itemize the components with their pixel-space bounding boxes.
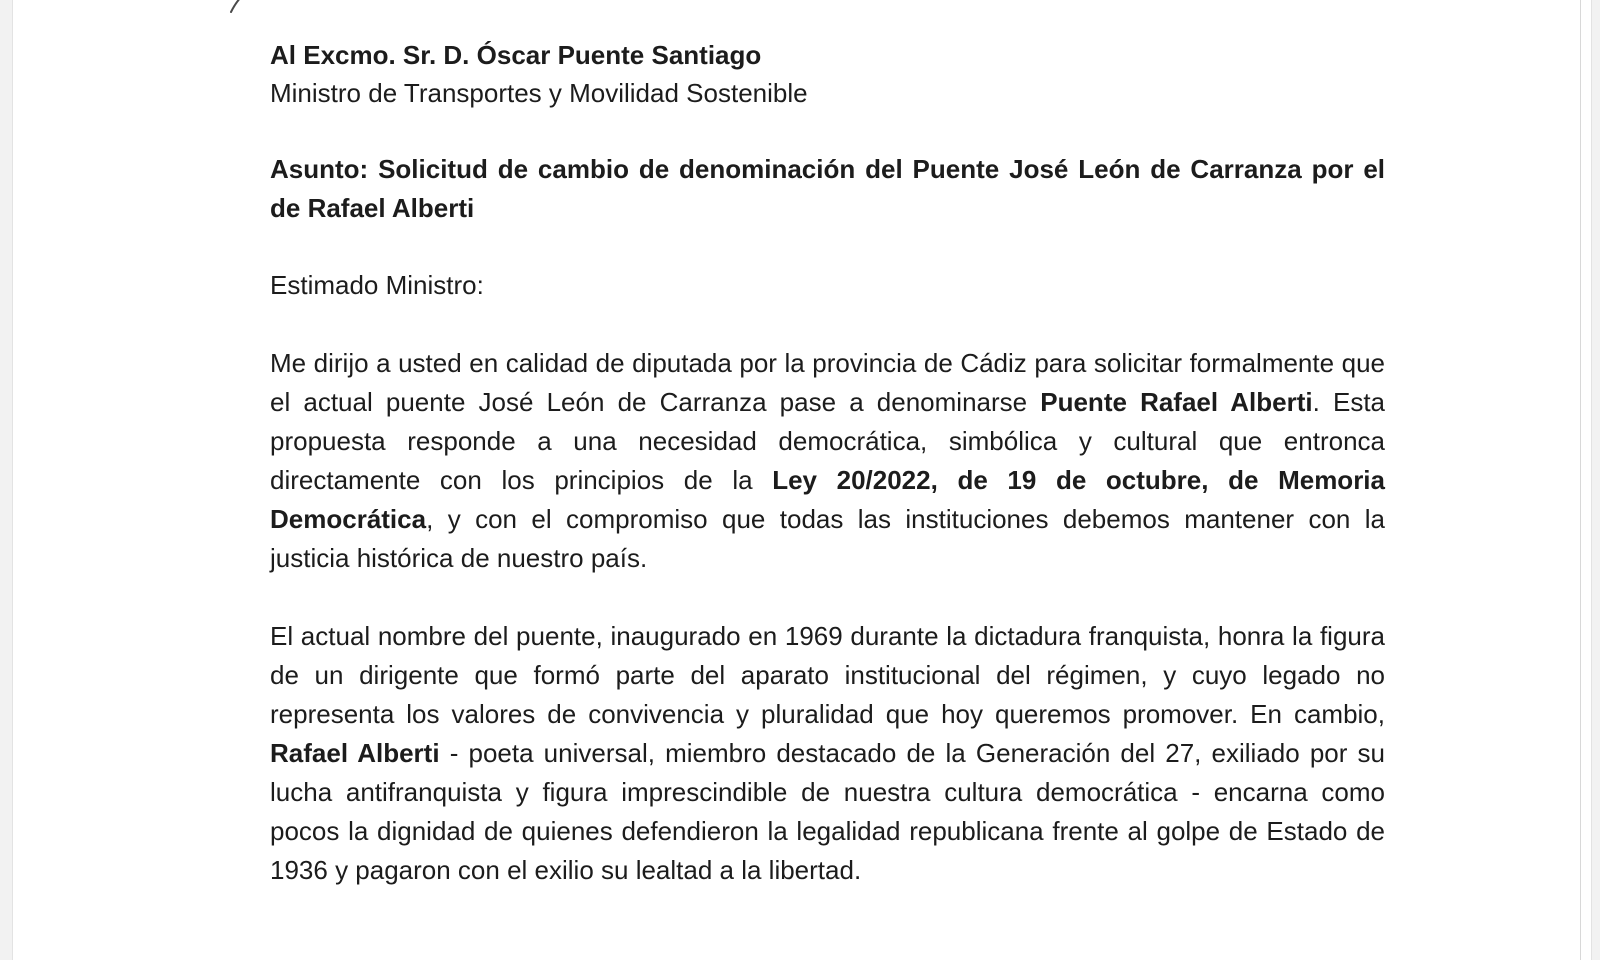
paragraph-1-text-a: Me dirijo a usted en calidad de diputada por la provincia de Cádiz para solicitar formalmente que el actual puente José León de Carranza pase a denominarse xyxy=(270,348,1385,417)
page-edge-line xyxy=(1580,0,1581,960)
paragraph-1-bold-a: Puente Rafael Alberti xyxy=(1040,387,1313,417)
paragraph-2-bold-a: Rafael Alberti xyxy=(270,738,440,768)
letter-subject: Asunto: Solicitud de cambio de denominación del Puente José León de Carranza por el de Rafael Alberti xyxy=(270,154,1385,223)
letter-greeting: Estimado Ministro: xyxy=(270,270,484,300)
handwriting-stroke xyxy=(225,0,485,16)
paragraph-1-bold-b: Ley 20/2022, de 19 de octubre, de Memoria Democrática xyxy=(270,465,1385,534)
paragraph-1 xyxy=(270,344,1385,578)
document-page xyxy=(12,0,1592,960)
recipient-title: Ministro de Transportes y Movilidad Sostenible xyxy=(270,78,808,108)
paragraph-1-text-b: . Esta propuesta responde a una necesidad democrática, simbólica y cultural que entronca directamente con los principios de la xyxy=(270,387,1386,495)
paragraph-2 xyxy=(270,617,1385,890)
paragraph-2-text-b: - poeta universal, miembro destacado de la Generación del 27, exiliado por su lucha antifranquista y figura imprescindible de nuestra cultura democrática - encarna como pocos la dignidad de quienes defendieron la legalidad republicana frente al golpe de Estado de 1936 y pagaron con el exilio su lealtad a la libertad. xyxy=(270,738,1386,885)
recipient-name: Al Excmo. Sr. D. Óscar Puente Santiago xyxy=(270,40,762,70)
letter-body xyxy=(270,36,1385,890)
paragraph-2-text-a: El actual nombre del puente, inaugurado en 1969 durante la dictadura franquista, honra la figura de un dirigente que formó parte del aparato institucional del régimen, y cuyo legado no representa los valores de convivencia y pluralidad que hoy queremos promover. En cambio, xyxy=(270,621,1385,729)
paragraph-1-text-c: , y con el compromiso que todas las instituciones debemos mantener con la justicia histórica de nuestro país. xyxy=(270,504,1385,573)
